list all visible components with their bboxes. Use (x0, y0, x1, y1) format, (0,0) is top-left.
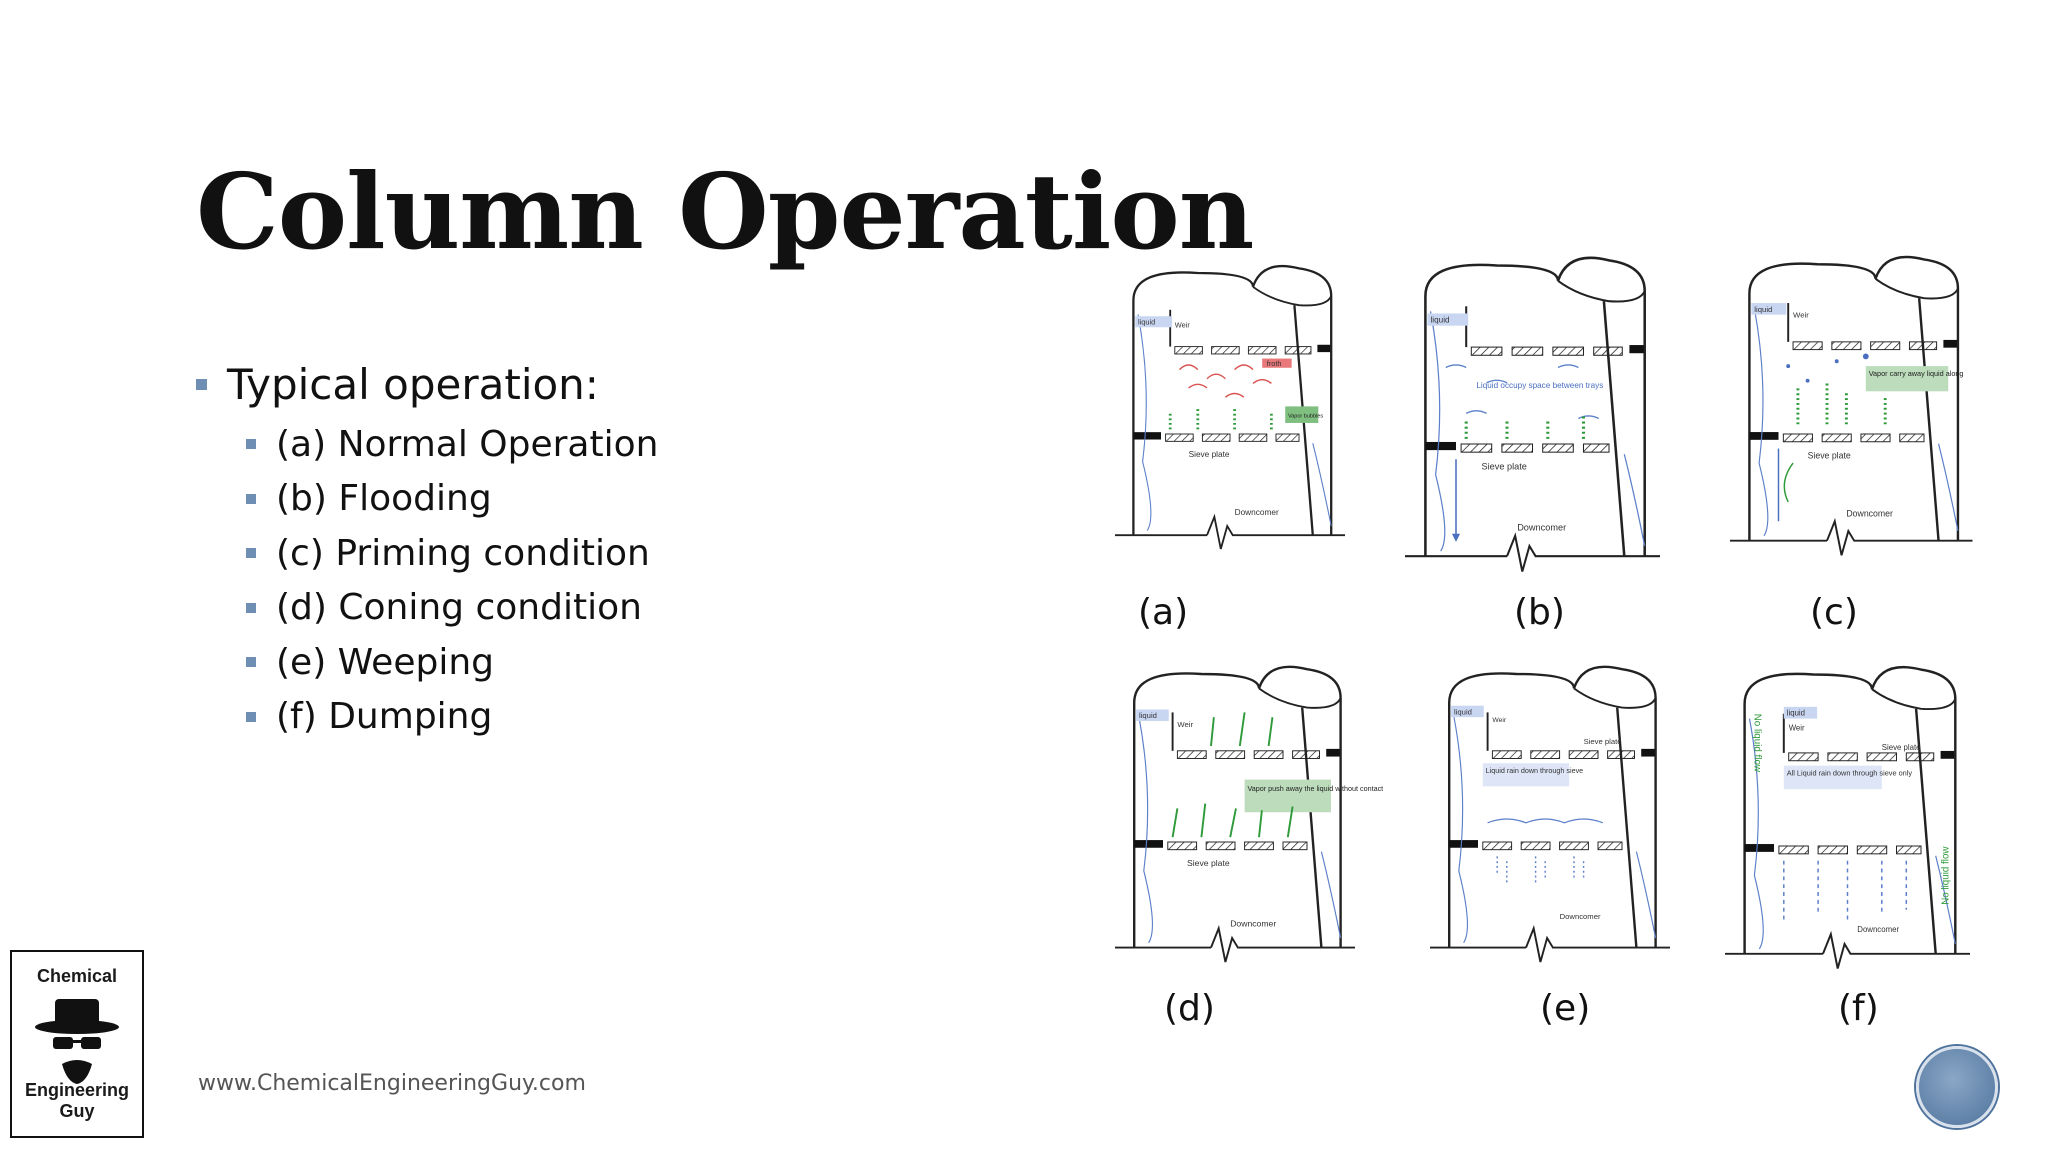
bullet-icon (246, 494, 256, 504)
diagram-d (1115, 667, 1383, 962)
liquid-label: liquid (1754, 304, 1773, 314)
weir-label: Weir (1788, 723, 1805, 733)
bullet-item-text: (c) Priming condition (276, 532, 650, 574)
bullet-icon (246, 712, 256, 722)
downcomer-label: Downcomer (1230, 918, 1277, 929)
bullet-icon (246, 548, 256, 558)
bullet-item (246, 526, 658, 581)
bullet-icon (196, 379, 207, 390)
weir-label: Weir (1174, 320, 1190, 330)
panel-label-a: (a) (1138, 592, 1189, 633)
froth-label: froth (1266, 358, 1282, 368)
panel-label-f: (f) (1838, 988, 1879, 1029)
sieve-plate-label: Sieve plate (1807, 450, 1851, 461)
liquid-occupy-label: Liquid occupy space between trays (1476, 380, 1604, 390)
diagram-c (1730, 257, 1973, 555)
diagram-f (1725, 667, 1970, 968)
sieve-plate-label: Sieve plate (1881, 742, 1921, 752)
weir-label: Weir (1492, 717, 1507, 724)
bullet-item-text: (a) Normal Operation (276, 423, 659, 465)
bullet-item (246, 472, 658, 527)
liquid-label: liquid (1139, 711, 1157, 721)
bullet-item (246, 417, 658, 472)
bullet-list (196, 360, 658, 744)
sieve-plate-label: Sieve plate (1188, 450, 1230, 459)
logo (10, 950, 144, 1138)
downcomer-label: Downcomer (1846, 508, 1893, 519)
downcomer-label: Downcomer (1857, 925, 1900, 935)
bullet-item (246, 581, 658, 636)
sieve-plate-label: Sieve plate (1481, 461, 1527, 472)
vapor-push-label: Vapor push away the liquid without contact (1247, 784, 1384, 794)
liquid-label: liquid (1138, 317, 1156, 327)
vapor-bubbles-label: Vapor bubbles (1287, 413, 1324, 420)
no-liquid-flow-label-right: No liquid flow (1940, 846, 1952, 905)
weir-label: Weir (1177, 719, 1194, 729)
bullet-item-text: (b) Flooding (276, 478, 492, 520)
liquid-label: liquid (1786, 708, 1806, 718)
panel-label-d: (d) (1164, 988, 1215, 1029)
bullet-main (196, 360, 658, 409)
sieve-plate-label: Sieve plate (1187, 858, 1230, 868)
slide-nav-button[interactable] (1916, 1046, 1998, 1128)
vapor-carry-label: Vapor carry away liquid along (1868, 368, 1964, 378)
logo-bottom-text: Engineering Guy (24, 1080, 129, 1121)
sieve-plate-label: Sieve plate (1583, 737, 1622, 747)
column-operation-figure (1100, 240, 2020, 1040)
downcomer-label: Downcomer (1234, 507, 1279, 517)
panel-label-c: (c) (1810, 592, 1858, 633)
bullet-item (246, 635, 658, 690)
all-liquid-rain-label: All Liquid rain down through sieve only (1786, 768, 1913, 778)
weir-label: Weir (1793, 310, 1809, 320)
liquid-rain-label: Liquid rain down through sieve (1485, 765, 1584, 775)
liquid-label: liquid (1454, 707, 1472, 717)
diagram-e (1430, 667, 1670, 962)
bullet-item-text: (f) Dumping (276, 696, 493, 738)
website-url[interactable]: www.ChemicalEngineeringGuy.com (198, 1071, 586, 1096)
bullet-item (246, 690, 658, 745)
panel-label-b: (b) (1514, 592, 1565, 633)
no-liquid-flow-label-left: No liquid flow (1751, 713, 1763, 772)
diagram-a (1115, 266, 1345, 549)
page-title: Column Operation (196, 150, 1254, 273)
downcomer-label: Downcomer (1559, 911, 1601, 921)
liquid-label: liquid (1430, 315, 1450, 325)
bullet-icon (246, 439, 256, 449)
panel-label-e: (e) (1540, 988, 1591, 1029)
bullet-item-text: (e) Weeping (276, 641, 494, 683)
bullet-item-text: (d) Coning condition (276, 587, 642, 629)
downcomer-label: Downcomer (1517, 522, 1567, 533)
bullet-icon (246, 657, 256, 667)
bullet-main-text: Typical operation: (227, 360, 599, 409)
bullet-icon (246, 603, 256, 613)
diagram-b (1405, 258, 1660, 572)
logo-top-text: Chemical (36, 966, 118, 986)
